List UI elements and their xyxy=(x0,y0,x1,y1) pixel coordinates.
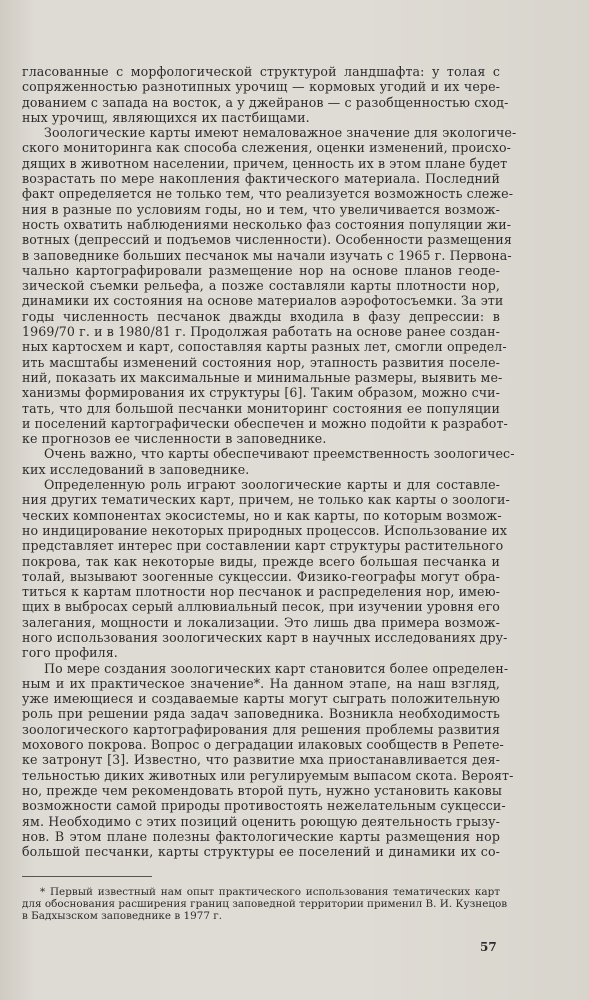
text-line: факт определяется не только тем, что реализуется возможность слеже- xyxy=(22,186,514,202)
text-line: годы численность песчанок дважды входила в фазу депрессии: в xyxy=(22,308,500,324)
text-line: зической съемки рельефа, а позже составляли карты плотности нор, xyxy=(22,278,500,294)
footnote-line: в Бадхызском заповеднике в 1977 г. xyxy=(22,910,223,922)
paragraph xyxy=(22,64,509,125)
text-line: ных урочищ, являющихся их пастбищами. xyxy=(22,109,310,125)
text-line: Очень важно, что карты обеспечивают преемственность зоологичес- xyxy=(44,446,515,462)
text-line: ния в разные по условиям годы, но и тем, что увеличивается возмож- xyxy=(22,201,500,217)
text-line: Определенную роль играют зоологические карты и для составле- xyxy=(44,477,500,493)
paragraph xyxy=(22,446,515,477)
text-line: ке прогнозов ее численности в заповеднике. xyxy=(22,431,327,447)
text-line: гого профиля. xyxy=(22,645,118,661)
text-line: дящих в животном населении, причем, ценность их в этом плане будет xyxy=(22,155,508,171)
text-line: ний, показать их максимальные и минимальные размеры, выявить ме- xyxy=(22,369,503,385)
text-line: ным и их практическое значение*. На данном этапе, на наш взгляд, xyxy=(22,675,500,691)
text-line: большой песчанки, карты структуры ее поселений и динамики их со- xyxy=(22,844,500,860)
text-line: возможности самой природы противостоять нежелательным сукцесси- xyxy=(22,798,506,814)
text-line: ить масштабы изменений состояния нор, этапность развития поселе- xyxy=(22,354,500,370)
text-line: роль при решении ряда задач заповедника. Возникла необходимость xyxy=(22,706,500,722)
text-line: ке затронут [3]. Известно, что развитие мха приостанавливается дея- xyxy=(22,752,500,768)
page-number: 57 xyxy=(480,940,497,954)
text-line: возрастать по мере накопления фактического материала. Последний xyxy=(22,171,500,187)
text-line: щих в выбросах серый аллювиальный песок, при изучении уровня его xyxy=(22,599,500,615)
text-line: По мере создания зоологических карт становится более определен- xyxy=(44,660,509,676)
text-line: мохового покрова. Вопрос о деградации илаковых сообществ в Репете- xyxy=(22,737,504,753)
text-line: ского мониторинга как способа слежения, оценки изменений, происхо- xyxy=(22,140,512,156)
text-line: вотных (депрессий и подъемов численности). Особенности размещения xyxy=(22,232,512,248)
text-line: ность охватить наблюдениями несколько фаз состояния популяции жи- xyxy=(22,216,512,232)
paragraph xyxy=(22,477,510,661)
text-line: ния других тематических карт, причем, не только как карты о зоологи- xyxy=(22,492,510,508)
text-line: ческих компонентах экосистемы, но и как карты, по которым возмож- xyxy=(22,507,502,523)
footnote-divider xyxy=(22,876,152,877)
text-line: залегания, мощности и локализации. Это лишь два примера возмож- xyxy=(22,614,500,630)
text-line: ных картосхем и карт, сопоставляя карты разных лет, смогли определ- xyxy=(22,339,507,355)
body-text xyxy=(22,64,517,860)
text-line: но индицирование некоторых природных процессов. Использование их xyxy=(22,522,508,538)
text-line: тать, что для большой песчанки мониторинг состояния ее популяции xyxy=(22,400,500,416)
text-line: покрова, так как некоторые виды, прежде всего большая песчанка и xyxy=(22,553,500,569)
text-line: и поселений картографически обеспечен и можно подойти к разработ- xyxy=(22,415,508,431)
text-line: толай, вызывают зоогенные сукцессии. Физико-географы могут обра- xyxy=(22,568,500,584)
footnote-line: для обоснования расширения границ заповедной территории применил В. И. Кузнецов xyxy=(22,898,508,910)
text-line: сопряженностью разнотипных урочищ — кормовых угодий и их чере- xyxy=(22,79,500,95)
text-line: в заповеднике больших песчанок мы начали изучать с 1965 г. Первона- xyxy=(22,247,512,263)
text-line: чально картографировали размещение нор на основе планов геоде- xyxy=(22,262,500,278)
text-line: зоологического картографирования для решения проблемы развития xyxy=(22,721,500,737)
text-line: гласованные с морфологической структурой ландшафта: у толая с xyxy=(22,64,500,79)
paragraph xyxy=(22,660,514,860)
text-line: ханизмы формирования их структуры [6]. Таким образом, можно счи- xyxy=(22,385,500,401)
footnote-line: * Первый известный нам опыт практического использования тематических карт xyxy=(40,886,500,898)
text-line: титься к картам плотности нор песчанок и распределения нор, имею- xyxy=(22,584,500,600)
text-line: уже имеющиеся и создаваемые карты могут сыграть положительную xyxy=(22,691,500,707)
text-line: 1969/70 г. и в 1980/81 г. Продолжая работать на основе ранее создан- xyxy=(22,324,500,340)
text-line: ям. Необходимо с этих позиций оценить роющую деятельность грызу- xyxy=(22,813,500,829)
text-line: тельностью диких животных или регулируемым выпасом скота. Вероят- xyxy=(22,767,514,783)
text-line: динамики их состояния на основе материалов аэрофотосъемки. За эти xyxy=(22,293,504,309)
footnote xyxy=(22,886,508,922)
text-line: но, прежде чем рекомендовать второй путь, нужно установить каковы xyxy=(22,782,502,798)
text-line: дованием с запада на восток, а у джейранов — с разобщенностью сход- xyxy=(22,94,509,110)
text-line: нов. В этом плане полезны фактологические карты размещения нор xyxy=(22,828,500,844)
text-line: ких исследований в заповеднике. xyxy=(22,461,250,477)
text-line: ного использования зоологических карт в научных исследованиях дру- xyxy=(22,629,508,645)
text-line: Зоологические карты имеют немаловажное значение для экологиче- xyxy=(44,125,517,141)
paragraph xyxy=(22,125,517,447)
text-line: представляет интерес при составлении карт структуры растительного xyxy=(22,538,504,554)
